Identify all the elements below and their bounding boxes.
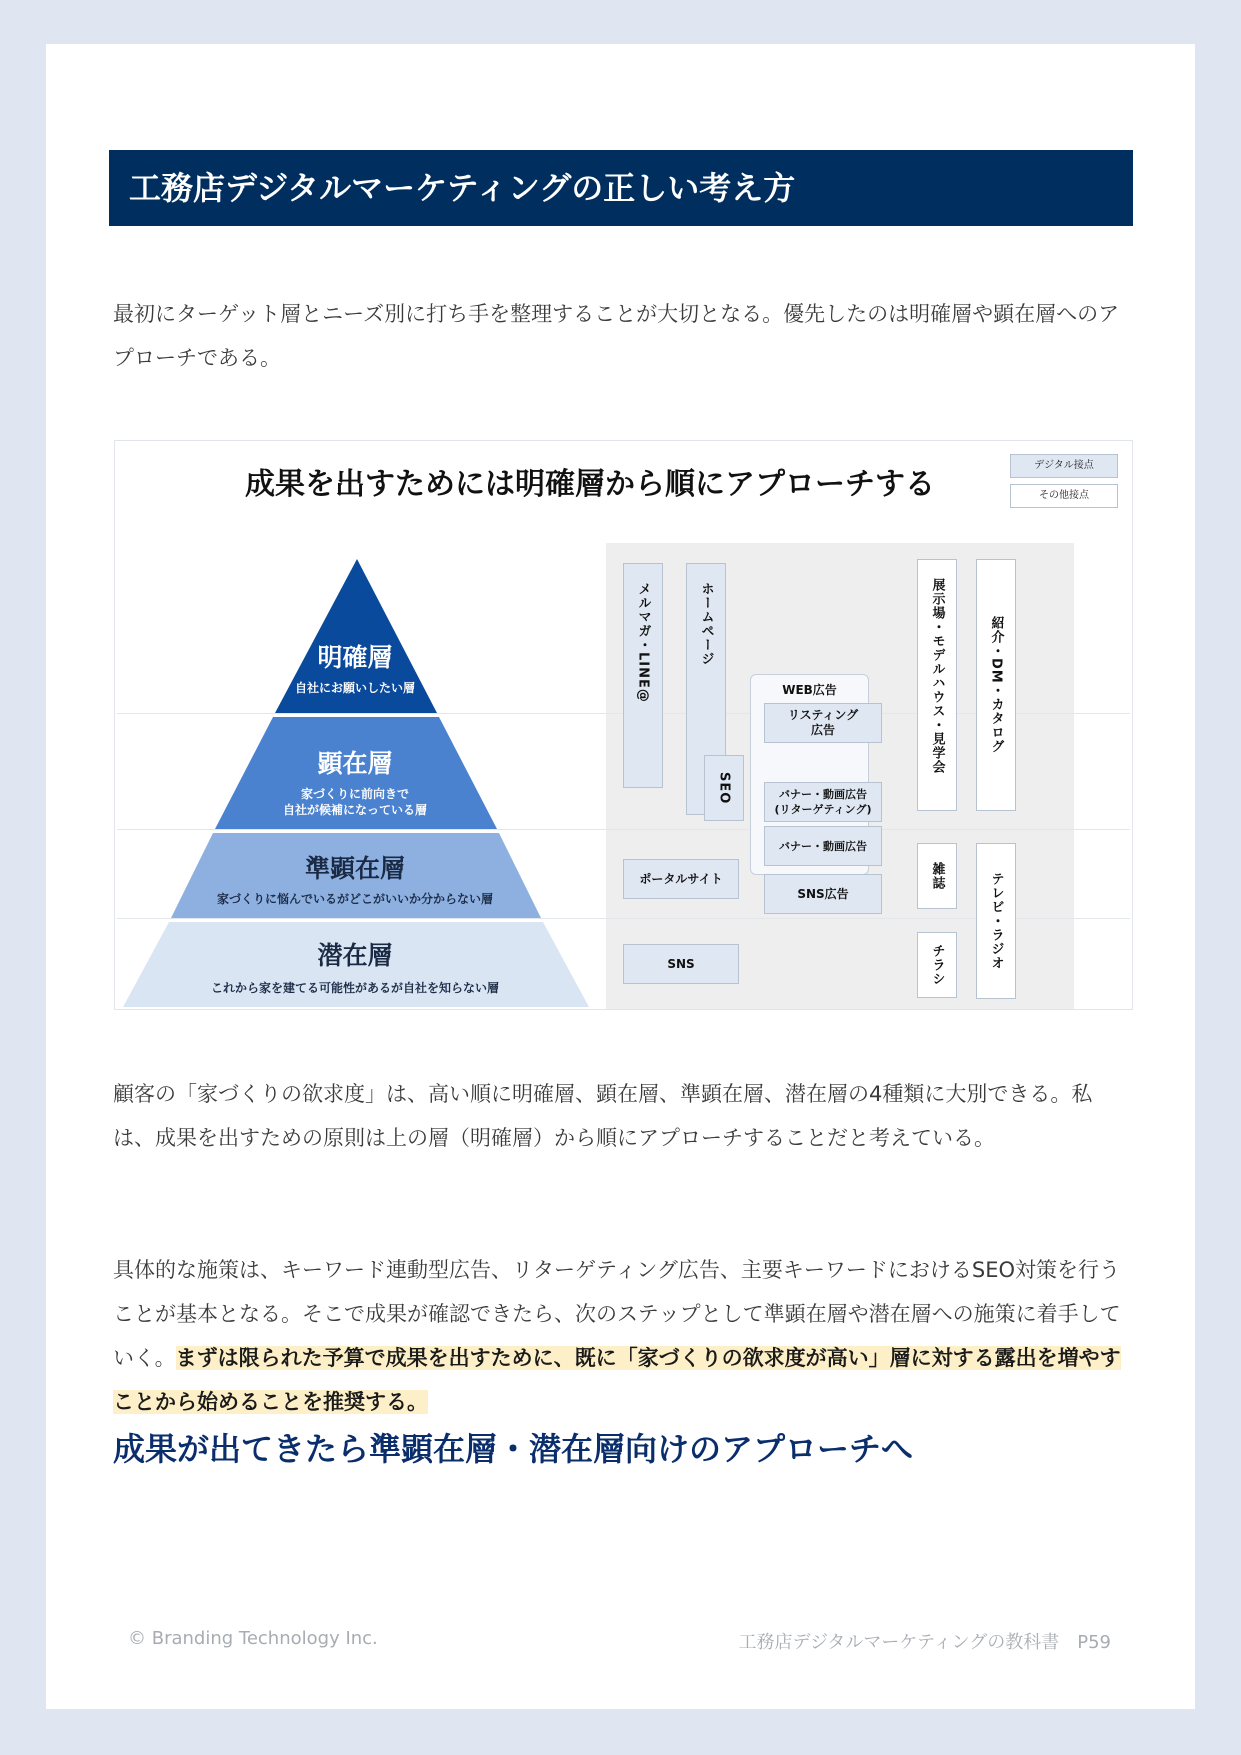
intro-paragraph: 最初にターゲット層とニーズ別に打ち手を整理することが大切となる。優先したのは明確層や顕在層へのアプローチである。 [113, 302, 1120, 370]
approach-figure [114, 440, 1133, 1010]
layer-desc: 家づくりに前向きで 自社が候補になっている層 [282, 787, 427, 817]
body-paragraph: 顧客の「家づくりの欲求度」は、高い順に明確層、顕在層、準顕在層、潜在層の4種類に大別できる。私は、成果を出すための原則は上の層（明確層）から順にアプローチすることだと考えている。 [113, 1082, 1093, 1150]
channel-referral: 紹介・DM・カタログ [976, 559, 1016, 811]
layer-label-4 [175, 936, 535, 996]
channel-banner-retarget: バナー・動画広告 (リターゲティング) [764, 782, 882, 822]
footer-book-page: 工務店デジタルマーケティングの教科書 P59 [738, 1632, 1111, 1653]
layer-label-2 [235, 744, 475, 818]
figure-title: 成果を出すためには明確層から順にアプローチする [245, 467, 935, 502]
layer-name: 準顕在層 [304, 854, 405, 883]
channel-showroom: 展示場・モデルハウス・見学会 [917, 559, 957, 811]
channel-magazine: 雑誌 [917, 843, 957, 909]
channel-tv-radio: テレビ・ラジオ [976, 843, 1016, 999]
channel-portal: ポータルサイト [623, 859, 739, 899]
channel-homepage: ホームページ [686, 563, 726, 815]
legend-other: その他接点 [1010, 484, 1118, 508]
webad-title: WEB広告 [782, 683, 837, 697]
channel-sns-ad: SNS広告 [764, 874, 882, 914]
section-heading: 成果が出てきたら準顕在層・潜在層向けのアプローチへ [113, 1430, 914, 1468]
channel-seo: SEO [704, 755, 744, 821]
channel-sns: SNS [623, 944, 739, 984]
layer-name: 顕在層 [317, 749, 393, 778]
body-paragraph-highlight [113, 1248, 1133, 1424]
footer-copyright: © Branding Technology Inc. [128, 1628, 378, 1649]
channel-mailmag: メルマガ・LINE@ [623, 563, 663, 788]
highlighted-text: まずは限られた予算で成果を出すために、既に「家づくりの欲求度が高い」層に対する露出を増やすことから始めることを推奨する。 [113, 1346, 1121, 1414]
channel-banner: バナー・動画広告 [764, 826, 882, 866]
legend-digital: デジタル接点 [1010, 454, 1118, 478]
layer-name: 潜在層 [317, 941, 393, 970]
channel-listing: リスティング 広告 [764, 703, 882, 743]
page-title: 工務店デジタルマーケティングの正しい考え方 [109, 150, 1133, 226]
layer-desc: これから家を建てる可能性があるが自社を知らない層 [210, 981, 499, 995]
layer-label-1 [255, 638, 455, 696]
layer-label-3 [185, 849, 525, 907]
page [46, 44, 1195, 1709]
layer-name: 明確層 [317, 643, 393, 672]
layer-desc: 自社にお願いしたい層 [294, 681, 415, 695]
body-text: 具体的な施策は、キーワード連動型広告、リターゲティング広告、主要キーワードにおけるSEO対策を行うことが基本となる。そこで成果が確認できたら、次のステップとして準顕在層や潜在層への施策に着手していく。 [113, 1258, 1121, 1370]
channel-flyer: チラシ [917, 932, 957, 998]
layer-desc: 家づくりに悩んでいるがどこがいいか分からない層 [216, 892, 493, 906]
